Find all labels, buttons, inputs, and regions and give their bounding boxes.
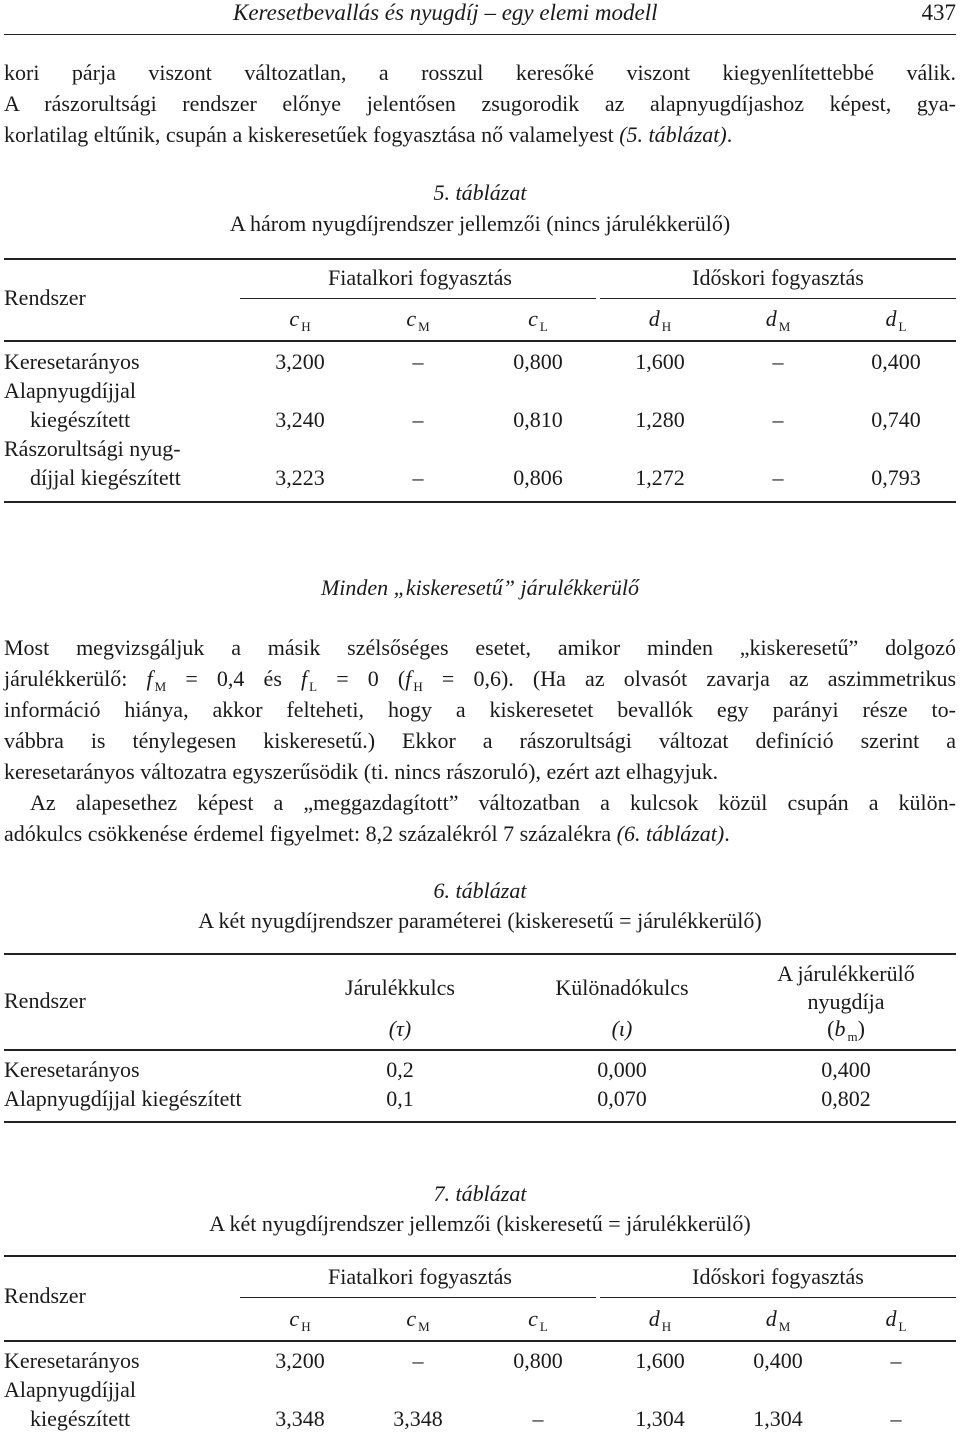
table7-sym-letter: c	[528, 1306, 538, 1331]
table5-cell: 3,223	[275, 465, 325, 490]
table5-cell: –	[412, 349, 424, 374]
table5-sym-3	[610, 306, 710, 335]
header-rule	[4, 34, 956, 35]
table5-group-young: Fiatalkori fogyasztás	[328, 265, 512, 290]
table5-sym-letter: c	[528, 306, 538, 331]
table6-col-rendszer: Rendszer	[4, 988, 86, 1013]
table7-sym-4	[728, 1306, 828, 1335]
table7-sym-letter: d	[765, 1306, 777, 1331]
table6-h3-line2: nyugdíja	[807, 989, 885, 1014]
section-heading: Minden „kiskeresetű” járulékkerülő	[320, 575, 640, 600]
table7-cell: 0,800	[513, 1348, 563, 1373]
table5-sym-4	[728, 306, 828, 335]
table5-cell: –	[772, 465, 784, 490]
table5-cell: 1,280	[635, 407, 685, 432]
table5-row-label-cont: díjjal kiegészített	[30, 465, 181, 490]
table6-h2-sym: (ι)	[611, 1016, 633, 1041]
table5-sym-letter: d	[648, 306, 660, 331]
table5-header-rule	[4, 340, 956, 342]
table5-cell: 1,272	[635, 465, 685, 490]
table5-sym-0	[250, 306, 350, 335]
table5-sym-sub: L	[539, 319, 548, 334]
table5-sym-sub: H	[301, 319, 311, 334]
table6-cell: 0,070	[597, 1086, 647, 1111]
table6-number: 6. táblázat	[433, 878, 527, 903]
table5-cell: –	[412, 465, 424, 490]
table7-group-young: Fiatalkori fogyasztás	[328, 1264, 512, 1289]
table5-old-rule	[600, 298, 956, 299]
table5-cell: 0,806	[513, 465, 563, 490]
table5-sym-1	[368, 306, 468, 335]
table7-row-label-cont: kiegészített	[30, 1406, 131, 1431]
table7-sym-2	[488, 1306, 588, 1335]
table7-cell: –	[532, 1406, 544, 1431]
table6-cell: 0,000	[597, 1057, 647, 1082]
table7-cell: 0,400	[753, 1348, 803, 1373]
table5-sym-sub: M	[418, 319, 430, 334]
table7-cell: –	[412, 1348, 424, 1373]
table7-sym-3	[610, 1306, 710, 1335]
table7-sym-0	[250, 1306, 350, 1335]
table5-sym-2	[488, 306, 588, 335]
table7-row-label: Alapnyugdíjjal	[4, 1377, 136, 1402]
table5-number: 5. táblázat	[433, 180, 527, 205]
table6-cell: 0,2	[386, 1057, 414, 1082]
table5-row-label: Alapnyugdíjjal	[4, 378, 136, 403]
table5-cell: 0,810	[513, 407, 563, 432]
table5-row-label: Keresetarányos	[4, 349, 140, 374]
table5-col-rendszer: Rendszer	[4, 285, 86, 310]
table7-cell: 3,348	[275, 1406, 325, 1431]
table5-sym-sub: M	[778, 319, 791, 334]
table7-group-old: Időskori fogyasztás	[692, 1264, 864, 1289]
table5-cell: –	[412, 407, 424, 432]
table5-sym-letter: d	[765, 306, 777, 331]
table7-top-rule	[4, 1255, 956, 1257]
table7-sym-sub: H	[301, 1319, 311, 1334]
table5-caption: A három nyugdíjrendszer jellemzői (nincs járulékkerülő)	[229, 211, 731, 236]
table7-header-rule	[4, 1340, 956, 1342]
table6-h2: Különadókulcs	[555, 975, 689, 1000]
table6-h3-sym: (b $_m$)	[827, 1016, 865, 1044]
table5-young-rule	[240, 298, 596, 299]
para2-line4: vábbra is ténylegesen kiskeresetű.) Ekkor a rászorultsági változat definíció szerint a	[4, 728, 956, 753]
table6-cell: 0,802	[821, 1086, 871, 1111]
table5-sym-letter: c	[289, 306, 300, 331]
table7-number: 7. táblázat	[433, 1181, 527, 1206]
table6-h3-line1: A járulékkerülő	[777, 961, 915, 986]
table7-cell: 3,200	[275, 1348, 325, 1373]
table5-row-label-cont: kiegészített	[30, 407, 131, 432]
table6-h1-sym: (τ)	[388, 1016, 412, 1041]
table7-sym-letter: d	[885, 1306, 897, 1331]
table5-cell: 0,400	[871, 349, 921, 374]
table5-sym-sub: L	[898, 319, 907, 334]
table6-top-rule	[4, 953, 956, 955]
table6-cell: 0,1	[386, 1086, 414, 1111]
table7-sym-letter: c	[406, 1306, 417, 1331]
para2-line5: keresetarányos változatra egyszerűsödik (ti. nincs rászoruló), ezért azt elhagyjuk.	[4, 759, 719, 784]
table7-sym-sub: H	[661, 1319, 672, 1334]
table-ref: (6. táblázat)	[616, 821, 725, 846]
table7-cell: 1,304	[753, 1406, 803, 1431]
table5-row-label: Rászorultsági nyug-	[4, 436, 181, 461]
table5-bottom-rule	[4, 501, 956, 503]
table7-caption: A két nyugdíjrendszer jellemzői (kiskeresetű = járulékkerülő)	[209, 1211, 751, 1236]
para2-line1: Most megvizsgáljuk a másik szélsőséges esetet, amikor minden „kiskeresetű” dolgozó	[4, 635, 956, 660]
table6-h1: Járulékkulcs	[345, 975, 455, 1000]
table5-cell: –	[772, 349, 784, 374]
table7-cell: 1,600	[635, 1348, 685, 1373]
table7-young-rule	[240, 1297, 596, 1298]
table7-cell: –	[890, 1406, 902, 1431]
table5-cell: 1,600	[635, 349, 685, 374]
para1-line2: A rászorultsági rendszer előnye jelentősen zsugorodik az alapnyugdíjashoz képest, gya-	[4, 91, 956, 116]
table7-sym-sub: L	[898, 1319, 907, 1334]
running-title: Keresetbevallás és nyugdíj – egy elemi modell	[233, 0, 658, 25]
table5-sym-5	[846, 306, 946, 335]
table6-bottom-rule	[4, 1121, 956, 1123]
para3-line1: Az alapesethez képest a „meggazdagított” változatban a kulcsok közül csupán a külön-	[30, 790, 956, 815]
table7-row-label: Keresetarányos	[4, 1348, 140, 1373]
table6-header-rule	[4, 1049, 956, 1051]
table5-sym-sub: H	[661, 319, 672, 334]
para1-line1: kori párja viszont változatlan, a rosszul keresőké viszont kiegyenlítettebbé válik.	[4, 60, 956, 85]
table7-sym-1	[368, 1306, 468, 1335]
table5-cell: 3,240	[275, 407, 325, 432]
table5-sym-letter: c	[406, 306, 417, 331]
table5-sym-letter: d	[885, 306, 897, 331]
table5-cell: –	[772, 407, 784, 432]
para3-line2: adókulcs csökkenése érdemel figyelmet: 8,2 százalékról 7 százalékra (6. táblázat).	[4, 821, 730, 846]
table7-cell: 1,304	[635, 1406, 685, 1431]
table7-cell: –	[890, 1348, 902, 1373]
table5-cell: 0,800	[513, 349, 563, 374]
table6-row-label: Alapnyugdíjjal kiegészített	[4, 1086, 242, 1111]
table7-sym-5	[846, 1306, 946, 1335]
table6-caption: A két nyugdíjrendszer paraméterei (kiskeresetű = járulékkerülő)	[198, 908, 762, 933]
table7-col-rendszer: Rendszer	[4, 1283, 86, 1308]
table6-row-label: Keresetarányos	[4, 1057, 140, 1082]
table7-old-rule	[600, 1297, 956, 1298]
table-ref: (5. táblázat)	[619, 122, 727, 147]
table5-group-old: Időskori fogyasztás	[692, 265, 864, 290]
table6-cell: 0,400	[821, 1057, 871, 1082]
table5-top-rule	[4, 258, 956, 260]
para2-line2: járulékkerülő: f $_M$ = 0,4 és f $_L$ = 0 (f $_H$ = 0,6). (Ha az olvasót zavarja az aszimmetrikus	[4, 666, 957, 694]
table7-sym-letter: d	[648, 1306, 660, 1331]
table5-cell: 0,793	[871, 465, 921, 490]
table7-sym-sub: L	[539, 1319, 548, 1334]
table7-sym-sub: M	[778, 1319, 791, 1334]
table5-cell: 3,200	[275, 349, 325, 374]
page-number: 437	[921, 0, 956, 25]
table5-cell: 0,740	[871, 407, 921, 432]
table7-cell: 3,348	[393, 1406, 443, 1431]
table7-sym-sub: M	[418, 1319, 430, 1334]
para2-line3: információ hiánya, akkor felteheti, hogy a kiskeresetet bevallók egy parányi része to-	[4, 697, 956, 722]
table7-sym-letter: c	[289, 1306, 300, 1331]
para1-line3: korlatilag eltűnik, csupán a kiskeresetűek fogyasztása nő valamelyest (5. táblázat).	[4, 122, 733, 147]
